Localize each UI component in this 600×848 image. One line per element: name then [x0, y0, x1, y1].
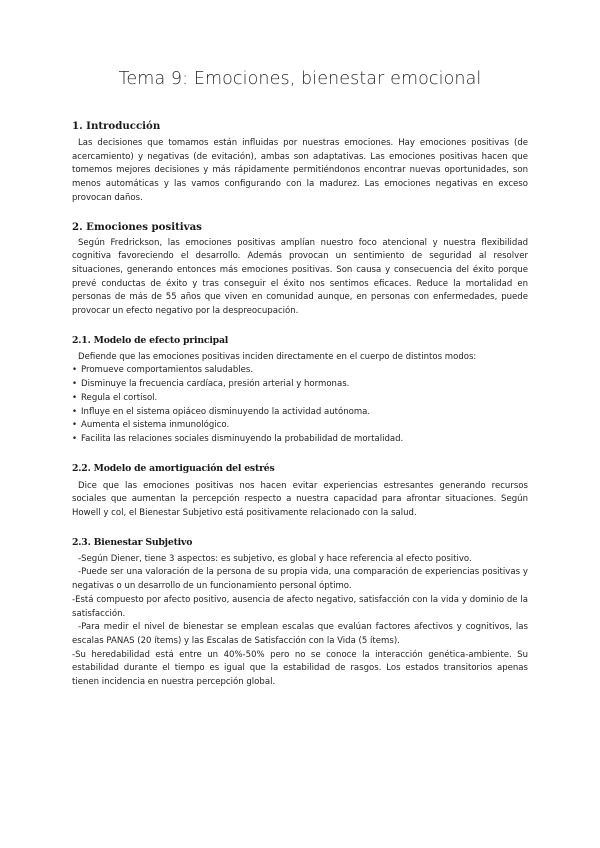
list-item	[72, 419, 528, 433]
bullet-icon: •	[72, 365, 78, 376]
list-item	[72, 433, 528, 447]
list-item: -Para medir el nivel de bienestar se emplean escalas que evalúan factores afectivos y cognitivos, las escalas PANAS (20 ítems) y las Escalas de Satisfacción con la Vida (5 ítems).	[72, 622, 528, 646]
section-heading-introduccion: 1. Introducción	[72, 120, 161, 132]
subsection-heading-efecto-principal: 2.1. Modelo de efecto principal	[72, 334, 229, 346]
list-item	[72, 406, 528, 420]
subsection-heading-bienestar-subjetivo: 2.3. Bienestar Subjetivo	[72, 536, 193, 548]
bullet-icon: •	[72, 379, 78, 390]
bienestar-list	[72, 553, 528, 690]
list-item	[72, 364, 528, 378]
bullet-icon: •	[72, 420, 78, 431]
list-item: -Puede ser una valoración de la persona de su propia vida, una comparación de experiencias positivas y negativas o un desarrollo de un funcionamiento personal óptimo.	[72, 567, 528, 592]
bullet-icon: •	[72, 406, 78, 417]
bullet-icon: •	[72, 433, 78, 444]
list-item: -Está compuesto por afecto positivo, ausencia de afecto negativo, satisfacción con la vida y dominio de la satisfacción.	[72, 594, 528, 619]
list-item-text: Disminuye la frecuencia cardíaca, presión arterial y hormonas.	[81, 379, 350, 390]
section-text-introduccion: Las decisiones que tomamos están influidas por nuestras emociones. Hay emociones positivas (de acercamiento) y negativas (de evitación), ambas son adaptativas. Las emociones positivas hacen que tomemos mejores decisiones y más rápidamente permitiéndonos encontrar nuevas oportunidades, son menos automáticas y las vamos configurando con la madurez. Las emociones negativas en exceso provocan daños.	[72, 138, 528, 203]
list-item: -Su heredabilidad está entre un 40%-50% pero no se conoce la interacción genética-ambiente. Su estabilidad durante el tiempo es igual que la estabilidad de rasgos. Los estados transitorios apenas tienen incidencia en nuestra percepción global.	[72, 649, 528, 688]
list-item-text: Promueve comportamientos saludables.	[81, 365, 254, 376]
list-item	[72, 392, 528, 406]
list-item-text: Aumenta el sistema inmunológico.	[81, 420, 230, 431]
subsection-heading-amortiguacion: 2.2. Modelo de amortiguación del estrés	[72, 462, 275, 474]
subsection-text-amortiguacion: Dice que las emociones positivas nos hacen evitar experiencias estresantes generando recursos sociales que aumentan la percepción respecto a nuestra capacidad para afrontar situaciones. Según Howell y col, el Bienestar Subjetivo está positivamente relacionado con la salud.	[72, 480, 528, 519]
list-item: -Según Diener, tiene 3 aspectos: es subjetivo, es global y hace referencia al efecto positivo.	[78, 553, 472, 564]
list-item	[72, 378, 528, 392]
list-item-text: Facilita las relaciones sociales disminuyendo la probabilidad de mortalidad.	[81, 433, 404, 444]
section-heading-emociones-positivas: 2. Emociones positivas	[72, 220, 202, 233]
list-item-text: Regula el cortisol.	[81, 392, 158, 403]
list-item-text: Influye en el sistema opiáceo disminuyendo la actividad autónoma.	[81, 406, 371, 417]
bullet-list-efecto-principal	[72, 364, 528, 446]
subsection-text-efecto-principal: Defiende que las emociones positivas inciden directamente en el cuerpo de distintos modos:	[78, 351, 477, 362]
section-text-emociones-positivas: Según Fredrickson, las emociones positivas amplían nuestro foco atencional y nuestra flexibilidad cognitiva favoreciendo el desarrollo. Además provocan un sentimiento de seguridad al resolver situaciones, generando entonces más emociones positivas. Son causa y consecuencia del éxito porque prevé conductas de éxito y tras conseguir el éxito nos sentimos eficaces. Reduce la mortalidad en personas de más de 55 años que viven en comunidad aunque, en personas con enfermedades, puede provocar un efecto negativo por la despreocupación.	[72, 237, 528, 317]
bullet-icon: •	[72, 392, 78, 403]
page-title: Tema 9: Emociones, bienestar emocional	[118, 69, 482, 89]
